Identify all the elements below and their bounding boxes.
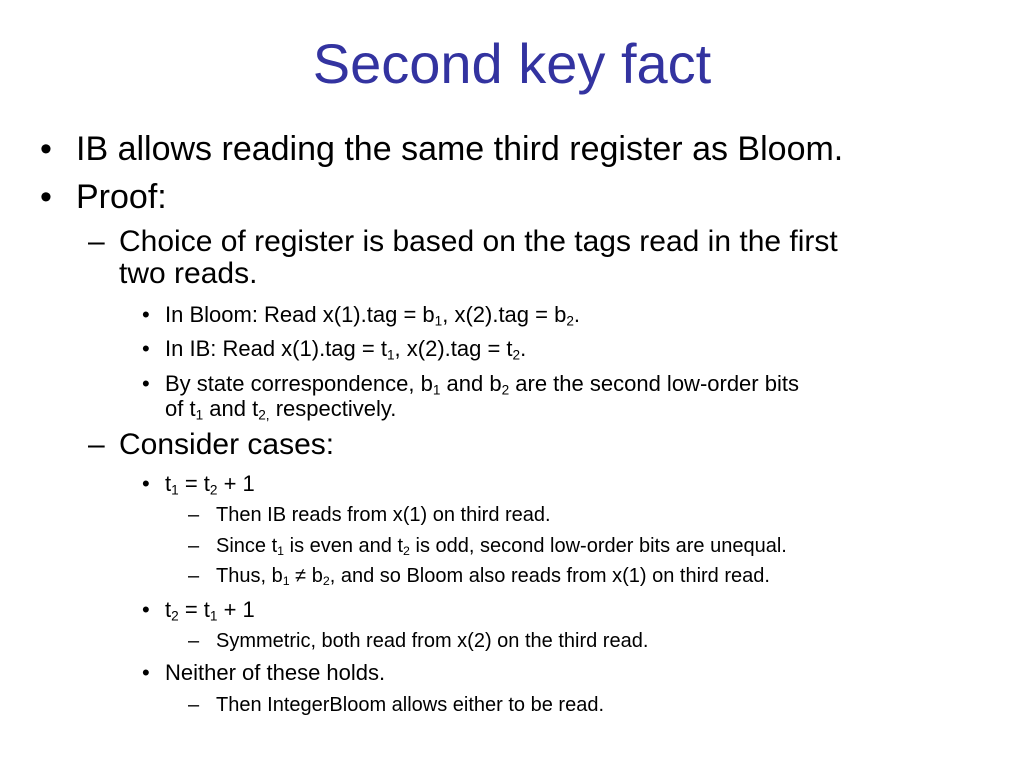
- case-t1-eq-t2-plus-1: $t_1 = t_2 + 1$: [165, 471, 255, 498]
- dash-marker: –: [88, 428, 105, 461]
- case1-since-t1-even: Since $t_1$ is even and $t_2$ is odd, second low-order bits are unequal.: [216, 535, 787, 559]
- case3-integerbloom: Then IntegerBloom allows either to be read.: [216, 694, 604, 716]
- point-choice-of-register-cont: two reads.: [119, 257, 258, 290]
- slide-title: Second key fact: [312, 32, 712, 95]
- dash-marker: –: [188, 504, 200, 526]
- point-state-correspondence: By state correspondence, $b_1$ and $b_2$ are the second low-order bits: [165, 371, 799, 398]
- point-consider-cases: Consider cases:: [119, 428, 335, 461]
- bullet-marker: •: [142, 371, 150, 396]
- case1-thus-bloom-reads: Thus, $b_1 \ne b_2$, and so Bloom also reads from x(1) on third read.: [216, 565, 770, 589]
- dash-marker: –: [188, 694, 200, 716]
- point-in-ib: In IB: Read $x(1).tag = t_1$, $x(2).tag = t_2$.: [165, 336, 527, 363]
- bullet-marker: •: [142, 336, 150, 361]
- case2-symmetric: Symmetric, both read from x(2) on the third read.: [216, 630, 649, 652]
- case1-then-ib-reads: Then IB reads from x(1) on third read.: [216, 504, 551, 526]
- bullet-marker: •: [142, 471, 150, 496]
- point-state-correspondence-cont: of $t_1$ and $t_{2,}$ respectively.: [165, 396, 397, 423]
- case-t2-eq-t1-plus-1: $t_2 = t_1 + 1$: [165, 597, 255, 624]
- point-in-bloom: In Bloom: Read $x(1).tag = b_1$, $x(2).tag = b_2$.: [165, 302, 581, 329]
- dash-marker: –: [88, 225, 105, 258]
- bullet-marker: •: [142, 660, 150, 685]
- dash-marker: –: [188, 535, 200, 557]
- case-neither-holds: Neither of these holds.: [165, 660, 386, 685]
- bullet-marker: •: [40, 178, 52, 216]
- bullet-marker: •: [142, 597, 150, 622]
- bullet-marker: •: [142, 302, 150, 327]
- point-choice-of-register: Choice of register is based on the tags read in the first: [119, 225, 838, 258]
- point-proof: Proof:: [76, 178, 167, 216]
- point-ib-allows: IB allows reading the same third register as Bloom.: [76, 130, 844, 168]
- dash-marker: –: [188, 630, 200, 652]
- dash-marker: –: [188, 565, 200, 587]
- bullet-marker: •: [40, 130, 52, 168]
